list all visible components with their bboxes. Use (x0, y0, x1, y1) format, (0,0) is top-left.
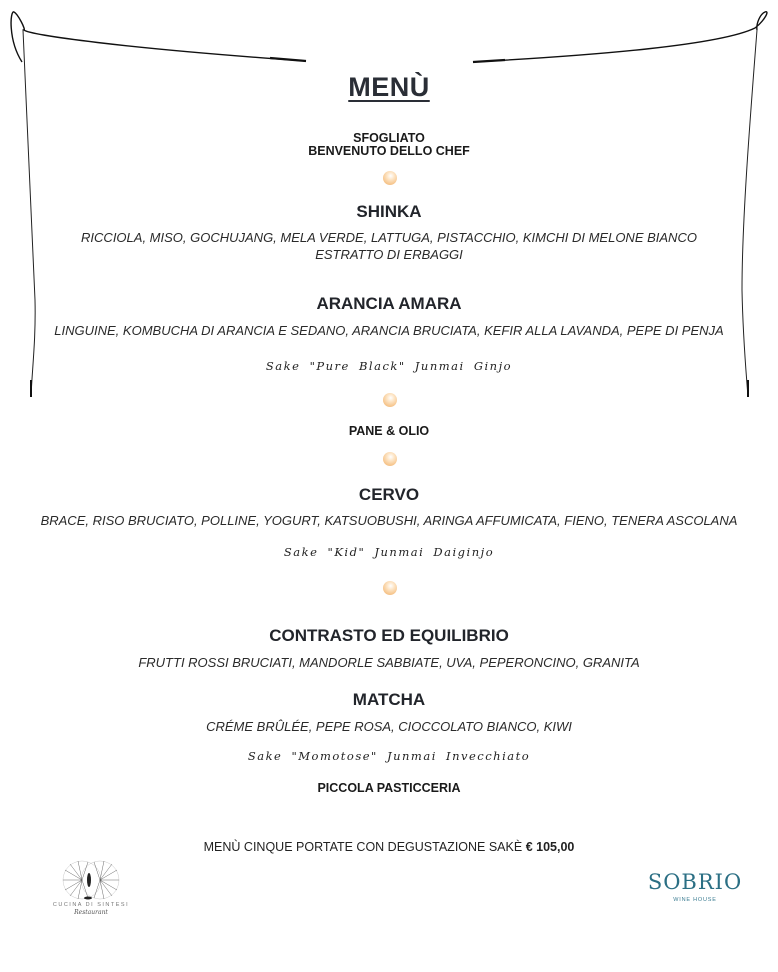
sunburst-logo-icon (48, 858, 134, 902)
pearl-divider-icon (383, 581, 397, 595)
logo-left-name: CUCINA DI SINTESI (52, 902, 130, 908)
bread-course: PANE & OLIO (348, 424, 430, 438)
cucina-di-sintesi-logo (48, 858, 134, 920)
pearl-divider-icon (383, 393, 397, 407)
logo-right-subtitle: WINE HOUSE (673, 897, 717, 903)
page-title: MENÙ (348, 72, 430, 102)
sake-pairing: Sake "Kid" Junmai Daiginjo (283, 545, 495, 559)
course-ingredients: LINGUINE, KOMBUCHA DI ARANCIA E SEDANO, ARANCIA BRUCIATA, KEFIR ALLA LAVANDA, PEPE DI PENJA (54, 323, 724, 338)
logo-right-name: SOBRIO (647, 870, 743, 894)
sobrio-logo (645, 870, 745, 914)
course-ingredients: CRÉME BRÛLÉE, PEPE ROSA, CIOCCOLATO BIANCO, KIWI (206, 719, 572, 734)
course-title: ARANCIA AMARA (316, 294, 462, 313)
menu-price (0, 840, 778, 854)
price-value: € 105,00 (525, 840, 575, 854)
sake-pairing: Sake "Pure Black" Junmai Ginjo (265, 359, 513, 373)
course-ingredients: RICCIOLA, MISO, GOCHUJANG, MELA VERDE, LATTUGA, PISTACCHIO, KIMCHI DI MELONE BIANCO (81, 230, 697, 245)
course-ingredients: FRUTTI ROSSI BRUCIATI, MANDORLE SABBIATE, UVA, PEPERONCINO, GRANITA (138, 655, 640, 670)
course-title: SHINKA (356, 202, 422, 221)
course-title: MATCHA (352, 690, 426, 709)
intro-line-2: BENVENUTO DELLO CHEF (308, 144, 470, 158)
sake-pairing: Sake "Momotose" Junmai Invecchiato (247, 749, 531, 763)
intro-line-1: SFOGLIATO (353, 131, 425, 145)
pearl-divider-icon (383, 452, 397, 466)
pastry-course: PICCOLA PASTICCERIA (317, 781, 461, 795)
pearl-divider-icon (383, 171, 397, 185)
course-ingredients: BRACE, RISO BRUCIATO, POLLINE, YOGURT, KATSUOBUSHI, ARINGA AFFUMICATA, FIENO, TENERA ASCOLANA (40, 513, 738, 528)
price-label: MENÙ CINQUE PORTATE CON DEGUSTAZIONE SAKÈ (203, 840, 523, 854)
course-title: CONTRASTO ED EQUILIBRIO (269, 626, 509, 645)
course-ingredients: ESTRATTO DI ERBAGGI (315, 247, 463, 262)
course-title: CERVO (358, 485, 420, 504)
logo-left-signature: Restaurant (74, 909, 108, 916)
